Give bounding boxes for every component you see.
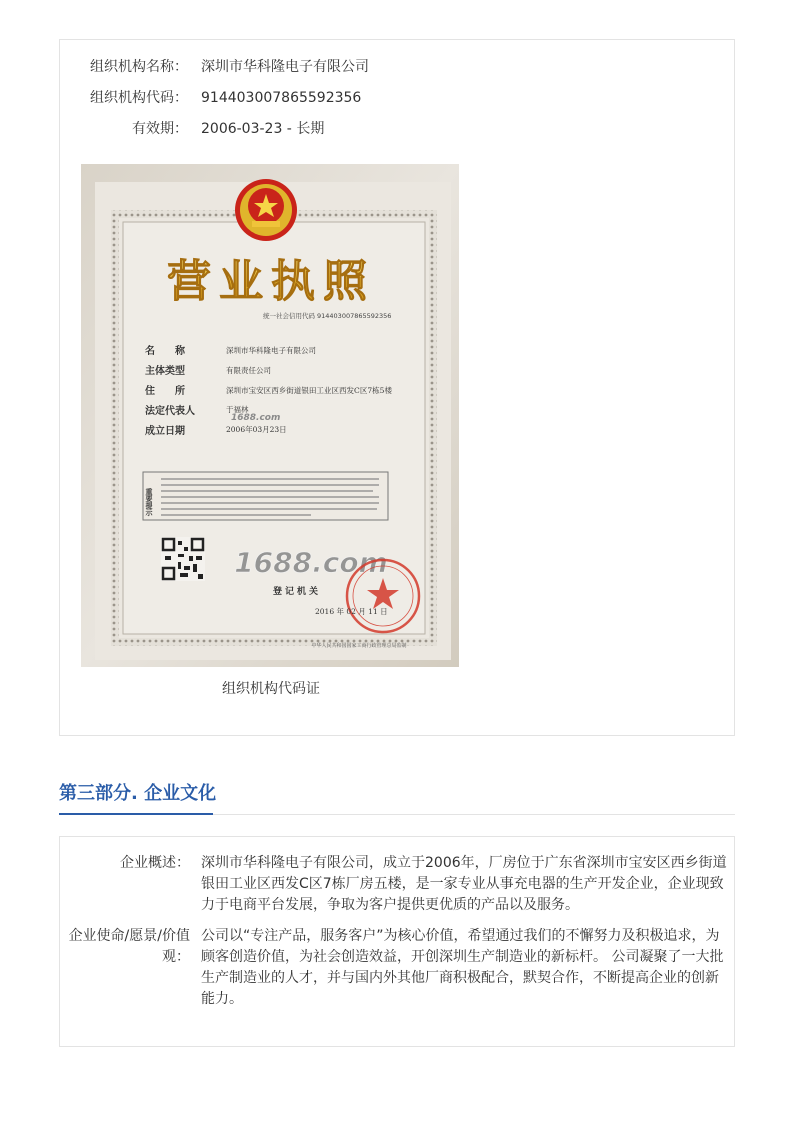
validity-value: 2006-03-23 - 长期 — [201, 121, 325, 137]
validity-label: 有效期： — [132, 121, 188, 137]
org-info-card — [59, 39, 735, 736]
field-value-legal-rep: 于福林 — [226, 405, 249, 414]
qr-code-icon — [161, 537, 205, 581]
section-title-underline — [59, 813, 213, 815]
org-name-label: 组织机构名称： — [90, 59, 188, 75]
credit-code-label: 统一社会信用代码 — [263, 312, 315, 320]
overview-value: 深圳市华科隆电子有限公司，成立于2006年，厂房位于广东省深圳市宝安区西乡街道银田工业区西发C区7栋厂房五楼，是一家专业从事充电器的生产开发企业，企业现致力于电商平台发展，争取为客户提供更优质的产品以及服务。 — [201, 855, 727, 913]
field-label-type: 主体类型 — [145, 366, 185, 377]
field-value-date: 2006年03月23日 — [226, 425, 287, 434]
overview-label: 企业概述： — [120, 855, 190, 871]
large-watermark: 1688.com — [234, 546, 388, 579]
license-title: 营业执照 — [167, 256, 375, 307]
culture-card — [59, 836, 735, 1047]
business-license-photo — [81, 164, 459, 667]
field-label-date: 成立日期 — [145, 426, 185, 437]
mission-value: 公司以“专注产品，服务客户”为核心价值，希望通过我们的不懈努力及积极追求，为顾客创造价值，为社会创造效益，开创深圳生产制造业的新标杆。 公司凝聚了一大批生产制造业的人才，并与国内外其他厂商积极配合，默契合作，不断提高企业的创新能力。 — [201, 928, 724, 1007]
org-name-value: 深圳市华科隆电子有限公司 — [201, 59, 369, 75]
credit-code-value: 914403007865592356 — [317, 312, 392, 320]
small-watermark: 1688.com — [231, 413, 281, 423]
org-code-value: 914403007865592356 — [201, 90, 362, 106]
field-label-legal-rep: 法定代表人 — [145, 406, 195, 417]
org-code-label: 组织机构代码： — [90, 90, 188, 106]
field-label-name: 名 称 — [145, 346, 185, 357]
field-value-name: 深圳市华科隆电子有限公司 — [226, 346, 316, 355]
notice-label: 重要提示 — [145, 488, 153, 516]
registry-label: 登记机关 — [273, 587, 322, 597]
photo-caption: 组织机构代码证 — [222, 681, 320, 697]
license-footer: 中华人民共和国国家工商行政管理总局监制 — [311, 643, 407, 649]
registry-date: 2016 年 02 月 11 日 — [315, 607, 388, 616]
field-label-address: 住 所 — [145, 386, 185, 397]
section-title: 第三部分. 企业文化 — [59, 783, 217, 804]
national-emblem-icon — [235, 179, 297, 241]
mission-label: 企业使命/愿景/价值观： — [68, 928, 190, 965]
field-value-type: 有限责任公司 — [226, 366, 271, 375]
field-value-address: 深圳市宝安区西乡街道银田工业区西发C区7栋5楼 — [226, 386, 392, 395]
